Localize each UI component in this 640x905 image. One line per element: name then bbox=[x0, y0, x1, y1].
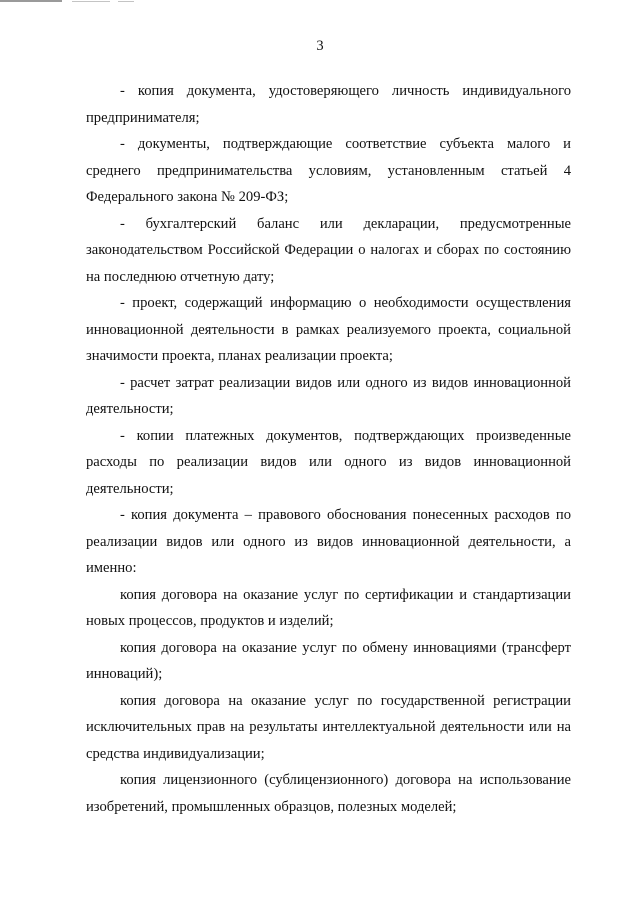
scan-mark bbox=[72, 1, 110, 2]
scan-mark bbox=[0, 0, 62, 2]
paragraph-certification-contract: копия договора на оказание услуг по сертификации и стандартизации новых процессов, продуктов и изделий; bbox=[86, 586, 571, 629]
paragraph-project-info: - проект, содержащий информацию о необходимости осуществления инновационной деятельности в рамках реализуемого проекта, социальной значимости проекта, планах реализации проекта; bbox=[86, 295, 571, 364]
page-number: 3 bbox=[316, 38, 324, 54]
paragraph-registration-contract: копия договора на оказание услуг по государственной регистрации исключительных прав на результаты интеллектуальной деятельности или на средства индивидуализации; bbox=[86, 692, 571, 762]
scan-edge-marks bbox=[0, 0, 140, 4]
paragraph-balance-sheet: - бухгалтерский баланс или декларации, предусмотренные законодательством Российской Федерации о налогах и сборах по состоянию на последнюю отчетную дату; bbox=[86, 215, 571, 285]
paragraph-innovation-exchange-contract: копия договора на оказание услуг по обмену инновациями (трансферт инноваций); bbox=[86, 639, 571, 682]
paragraph-cost-calculation: - расчет затрат реализации видов или одного из видов инновационной деятельности; bbox=[86, 374, 571, 417]
paragraph-payment-documents: - копии платежных документов, подтверждающих произведенные расходы по реализации видов или одного из видов инновационной деятельности; bbox=[86, 427, 571, 497]
document-body bbox=[86, 78, 571, 820]
paragraph-sme-documents: - документы, подтверждающие соответствие субъекта малого и среднего предпринимательства условиям, установленным статьей 4 Федерального закона № 209-ФЗ; bbox=[86, 136, 571, 205]
paragraph-license-contract: копия лицензионного (сублицензионного) договора на использование изобретений, промышленных образцов, полезных моделей; bbox=[86, 772, 571, 815]
paragraph-legal-justification: - копия документа – правового обоснования понесенных расходов по реализации видов или одного из видов инновационной деятельности, а именно: bbox=[86, 507, 571, 576]
scan-mark bbox=[118, 1, 134, 2]
paragraph-id-copy: - копия документа, удостоверяющего личность индивидуального предпринимателя; bbox=[86, 83, 571, 126]
